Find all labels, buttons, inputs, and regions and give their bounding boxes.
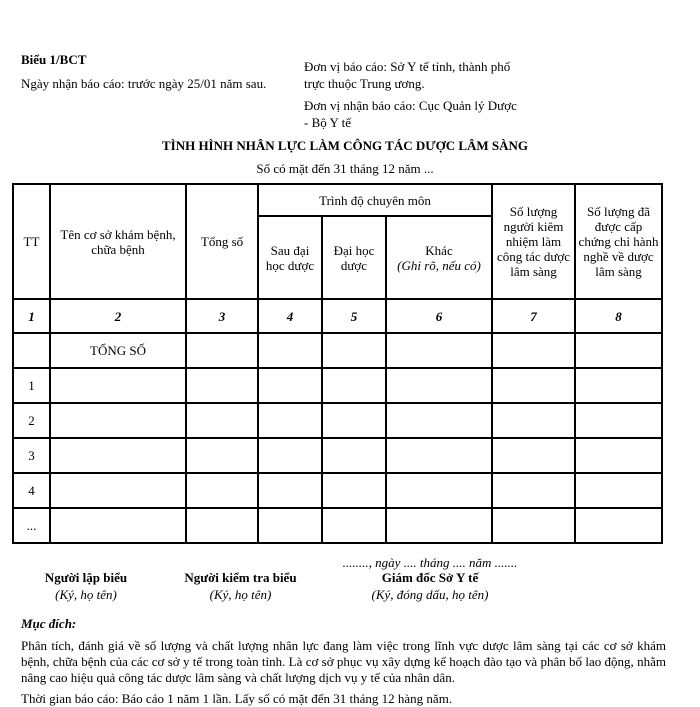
table-cell xyxy=(186,368,258,403)
column-number: 3 xyxy=(186,299,258,333)
form-code: Biểu 1/BCT xyxy=(21,52,87,67)
table-cell xyxy=(575,508,662,543)
report-time-text: Thời gian báo cáo: Báo cáo 1 năm 1 lần. Lấy số có mặt đến 31 tháng 12 hàng năm. xyxy=(21,691,453,706)
column-number: 6 xyxy=(386,299,492,333)
reporting-unit-line1: Đơn vị báo cáo: Sở Y tế tỉnh, thành phố xyxy=(304,59,511,74)
table-cell xyxy=(322,473,386,508)
table-cell xyxy=(386,368,492,403)
table-cell xyxy=(13,333,50,368)
report-title: TÌNH HÌNH NHÂN LỰC LÀM CÔNG TÁC DƯỢC LÂM SÀNG xyxy=(161,138,529,153)
col-certified-header: Số lượng đã được cấp chứng chỉ hành nghề về dược lâm sàng xyxy=(575,184,662,299)
table-cell xyxy=(575,333,662,368)
table-row xyxy=(13,403,662,438)
table-cell xyxy=(50,438,186,473)
table-cell xyxy=(386,438,492,473)
table-cell xyxy=(322,438,386,473)
row-number: 4 xyxy=(13,473,50,508)
table-row xyxy=(13,368,662,403)
table-cell xyxy=(492,438,575,473)
row-number: 2 xyxy=(13,403,50,438)
table-cell xyxy=(492,508,575,543)
table-cell xyxy=(575,473,662,508)
table-cell xyxy=(575,403,662,438)
col-other-label: Khác xyxy=(425,242,453,258)
table-row xyxy=(13,438,662,473)
total-row xyxy=(13,333,662,368)
col-concurrent-header: Số lượng người kiêm nhiệm làm công tác dược lâm sàng xyxy=(492,184,575,299)
table-cell xyxy=(50,473,186,508)
director-note: (Ký, đóng dấu, họ tên) xyxy=(371,587,489,602)
table-cell xyxy=(186,333,258,368)
purpose-label: Mục đích: xyxy=(21,616,77,631)
receiving-unit-line2: - Bộ Y tế xyxy=(304,115,352,130)
table-cell xyxy=(186,438,258,473)
date-line: ........, ngày .... tháng .... năm ....... xyxy=(342,555,518,570)
table-cell xyxy=(258,403,322,438)
table-row xyxy=(13,473,662,508)
preparer-note: (Ký, họ tên) xyxy=(55,587,117,602)
col-facility-header: Tên cơ sở khám bệnh, chữa bệnh xyxy=(50,184,186,299)
table-cell xyxy=(322,368,386,403)
row-number: ... xyxy=(13,508,50,543)
director-title: Giám đốc Sở Y tế xyxy=(381,570,479,585)
checker-block xyxy=(168,569,313,603)
table-cell xyxy=(50,508,186,543)
table-cell xyxy=(258,473,322,508)
table-cell xyxy=(575,368,662,403)
col-university-header: Đại học dược xyxy=(322,216,386,299)
table-cell xyxy=(258,368,322,403)
receiving-unit-line1: Đơn vị nhận báo cáo: Cục Quản lý Dược xyxy=(304,98,517,113)
preparer-block xyxy=(16,569,156,603)
table-cell xyxy=(492,368,575,403)
column-number: 5 xyxy=(322,299,386,333)
column-number-row xyxy=(13,299,662,333)
table-cell xyxy=(258,333,322,368)
column-number: 7 xyxy=(492,299,575,333)
table-cell xyxy=(322,333,386,368)
table-row xyxy=(13,508,662,543)
table-cell xyxy=(492,473,575,508)
table-cell xyxy=(186,508,258,543)
table-cell xyxy=(322,403,386,438)
header-row-1 xyxy=(13,184,662,216)
column-number: 1 xyxy=(13,299,50,333)
reporting-unit-line2: trực thuộc Trung ương. xyxy=(304,76,425,91)
table-cell xyxy=(492,403,575,438)
col-other-note: (Ghi rõ, nếu có) xyxy=(397,257,481,273)
col-tt-header: TT xyxy=(13,184,50,299)
table-cell xyxy=(386,403,492,438)
column-number: 4 xyxy=(258,299,322,333)
table-cell xyxy=(258,438,322,473)
preparer-title: Người lập biểu xyxy=(44,570,128,585)
table-cell xyxy=(386,473,492,508)
receive-date: Ngày nhận báo cáo: trước ngày 25/01 năm sau. xyxy=(21,76,267,91)
purpose-text: Phân tích, đánh giá về số lượng và chất lượng nhân lực đang làm việc trong lĩnh vực dược lâm sàng tại các cơ sở khám bệnh, chữa bệnh của các cơ sở y tế trong toàn tỉnh. Là cơ sở phục vụ xây dựng kế hoạch đào tạo và phân bổ lao động, nhằm nâng cao hiệu quả công tác dược lâm sàng và chất lượng dịch vụ y tế của nhân dân. xyxy=(21,638,666,685)
table-cell xyxy=(322,508,386,543)
col-qualification-header: Trình độ chuyên môn xyxy=(258,184,492,216)
table-cell xyxy=(186,473,258,508)
table-cell xyxy=(258,508,322,543)
table-cell xyxy=(50,368,186,403)
column-number: 8 xyxy=(575,299,662,333)
director-block xyxy=(350,569,510,603)
staffing-table xyxy=(12,183,663,544)
col-total-header: Tổng số xyxy=(186,184,258,299)
checker-title: Người kiểm tra biểu xyxy=(184,570,297,585)
col-other-header xyxy=(386,216,492,299)
column-number: 2 xyxy=(50,299,186,333)
table-cell xyxy=(386,333,492,368)
table-cell xyxy=(386,508,492,543)
row-number: 3 xyxy=(13,438,50,473)
table-cell xyxy=(186,403,258,438)
report-subtitle: Số có mặt đến 31 tháng 12 năm ... xyxy=(256,161,434,176)
checker-note: (Ký, họ tên) xyxy=(209,587,272,602)
row-number: 1 xyxy=(13,368,50,403)
table-cell xyxy=(575,438,662,473)
table-cell xyxy=(492,333,575,368)
col-postgrad-header: Sau đại học dược xyxy=(258,216,322,299)
table-cell xyxy=(50,403,186,438)
total-label: TỔNG SỐ xyxy=(50,333,186,368)
